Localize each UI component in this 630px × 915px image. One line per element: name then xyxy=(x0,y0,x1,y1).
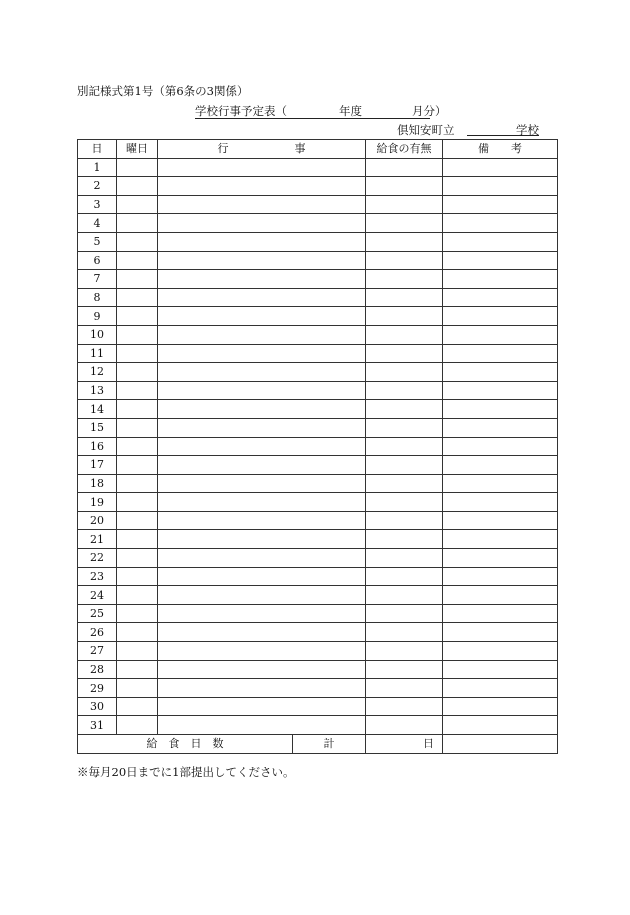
lunch-cell[interactable] xyxy=(366,511,443,530)
lunch-cell[interactable] xyxy=(366,456,443,475)
remarks-cell[interactable] xyxy=(443,325,558,344)
lunch-cell[interactable] xyxy=(366,716,443,735)
weekday-cell[interactable] xyxy=(117,232,158,251)
title-year-label: 年度 xyxy=(339,104,362,118)
table-row xyxy=(78,251,558,270)
day-cell: 3 xyxy=(78,195,117,214)
lunch-cell[interactable] xyxy=(366,697,443,716)
day-cell: 8 xyxy=(78,288,117,307)
lunch-cell[interactable] xyxy=(366,642,443,661)
remarks-cell[interactable] xyxy=(443,195,558,214)
day-cell: 18 xyxy=(78,474,117,493)
day-cell: 13 xyxy=(78,381,117,400)
event-cell[interactable] xyxy=(158,716,366,735)
weekday-cell[interactable] xyxy=(117,418,158,437)
remarks-cell[interactable] xyxy=(443,288,558,307)
remarks-cell[interactable] xyxy=(443,158,558,177)
remarks-cell[interactable] xyxy=(443,363,558,382)
remarks-cell[interactable] xyxy=(443,549,558,568)
day-cell: 29 xyxy=(78,679,117,698)
day-cell: 25 xyxy=(78,604,117,623)
lunch-cell[interactable] xyxy=(366,530,443,549)
remarks-cell[interactable] xyxy=(443,660,558,679)
weekday-cell[interactable] xyxy=(117,716,158,735)
table-row xyxy=(78,177,558,196)
document-title xyxy=(195,103,447,119)
event-cell[interactable] xyxy=(158,456,366,475)
remarks-cell[interactable] xyxy=(443,232,558,251)
weekday-cell[interactable] xyxy=(117,307,158,326)
header-weekday: 曜日 xyxy=(117,140,158,159)
table-row xyxy=(78,679,558,698)
weekday-cell[interactable] xyxy=(117,400,158,419)
submission-note: ※毎月20日までに1部提出してください。 xyxy=(77,765,295,779)
weekday-cell[interactable] xyxy=(117,567,158,586)
day-cell: 4 xyxy=(78,214,117,233)
remarks-cell[interactable] xyxy=(443,437,558,456)
remarks-cell[interactable] xyxy=(443,511,558,530)
table-row xyxy=(78,567,558,586)
school-name-prefix: 倶知安町立 xyxy=(397,123,455,137)
event-cell[interactable] xyxy=(158,251,366,270)
table-row xyxy=(78,158,558,177)
table-row xyxy=(78,456,558,475)
lunch-cell[interactable] xyxy=(366,400,443,419)
day-cell: 15 xyxy=(78,418,117,437)
lunch-cell[interactable] xyxy=(366,418,443,437)
table-row xyxy=(78,195,558,214)
remarks-cell[interactable] xyxy=(443,623,558,642)
day-cell: 21 xyxy=(78,530,117,549)
weekday-cell[interactable] xyxy=(117,456,158,475)
event-cell[interactable] xyxy=(158,288,366,307)
event-cell[interactable] xyxy=(158,307,366,326)
event-cell[interactable] xyxy=(158,344,366,363)
day-cell: 19 xyxy=(78,493,117,512)
lunch-cell[interactable] xyxy=(366,493,443,512)
day-cell: 9 xyxy=(78,307,117,326)
event-cell[interactable] xyxy=(158,493,366,512)
header-day: 日 xyxy=(78,140,117,159)
table-row xyxy=(78,363,558,382)
remarks-cell[interactable] xyxy=(443,604,558,623)
weekday-cell[interactable] xyxy=(117,604,158,623)
lunch-cell[interactable] xyxy=(366,251,443,270)
table-row xyxy=(78,307,558,326)
remarks-cell[interactable] xyxy=(443,307,558,326)
event-cell[interactable] xyxy=(158,400,366,419)
lunch-cell[interactable] xyxy=(366,549,443,568)
day-cell: 6 xyxy=(78,251,117,270)
footer-total-label: 計 xyxy=(293,735,366,754)
weekday-cell[interactable] xyxy=(117,158,158,177)
lunch-cell[interactable] xyxy=(366,660,443,679)
day-cell: 5 xyxy=(78,232,117,251)
weekday-cell[interactable] xyxy=(117,214,158,233)
event-cell[interactable] xyxy=(158,511,366,530)
table-row xyxy=(78,400,558,419)
day-cell: 20 xyxy=(78,511,117,530)
event-cell[interactable] xyxy=(158,195,366,214)
event-cell[interactable] xyxy=(158,697,366,716)
event-cell[interactable] xyxy=(158,418,366,437)
day-cell: 31 xyxy=(78,716,117,735)
event-cell[interactable] xyxy=(158,381,366,400)
day-cell: 16 xyxy=(78,437,117,456)
lunch-cell[interactable] xyxy=(366,158,443,177)
table-row xyxy=(78,418,558,437)
event-cell[interactable] xyxy=(158,660,366,679)
lunch-cell[interactable] xyxy=(366,474,443,493)
day-cell: 30 xyxy=(78,697,117,716)
remarks-cell[interactable] xyxy=(443,697,558,716)
lunch-cell[interactable] xyxy=(366,344,443,363)
weekday-cell[interactable] xyxy=(117,325,158,344)
table-row xyxy=(78,586,558,605)
remarks-cell[interactable] xyxy=(443,400,558,419)
lunch-cell[interactable] xyxy=(366,325,443,344)
table-row xyxy=(78,288,558,307)
weekday-cell[interactable] xyxy=(117,586,158,605)
event-cell[interactable] xyxy=(158,270,366,289)
weekday-cell[interactable] xyxy=(117,493,158,512)
weekday-cell[interactable] xyxy=(117,549,158,568)
header-lunch: 給食の有無 xyxy=(366,140,443,159)
event-cell[interactable] xyxy=(158,530,366,549)
lunch-cell[interactable] xyxy=(366,604,443,623)
lunch-cell[interactable] xyxy=(366,381,443,400)
table-row xyxy=(78,511,558,530)
day-cell: 23 xyxy=(78,567,117,586)
weekday-cell[interactable] xyxy=(117,177,158,196)
school-name-suffix: 学校 xyxy=(516,123,539,137)
remarks-cell[interactable] xyxy=(443,679,558,698)
remarks-cell[interactable] xyxy=(443,381,558,400)
weekday-cell[interactable] xyxy=(117,363,158,382)
event-cell[interactable] xyxy=(158,363,366,382)
weekday-cell[interactable] xyxy=(117,474,158,493)
remarks-cell[interactable] xyxy=(443,418,558,437)
lunch-cell[interactable] xyxy=(366,437,443,456)
event-cell[interactable] xyxy=(158,586,366,605)
footer-lunch-days-label: 給 食 日 数 xyxy=(78,735,293,754)
lunch-cell[interactable] xyxy=(366,177,443,196)
weekday-cell[interactable] xyxy=(117,511,158,530)
lunch-cell[interactable] xyxy=(366,567,443,586)
weekday-cell[interactable] xyxy=(117,344,158,363)
day-cell: 27 xyxy=(78,642,117,661)
footer-blank-cell[interactable] xyxy=(443,735,558,754)
table-row xyxy=(78,270,558,289)
table-row xyxy=(78,530,558,549)
weekday-cell[interactable] xyxy=(117,679,158,698)
remarks-cell[interactable] xyxy=(443,251,558,270)
remarks-cell[interactable] xyxy=(443,716,558,735)
weekday-cell[interactable] xyxy=(117,697,158,716)
header-event: 行 事 xyxy=(158,140,366,159)
event-cell[interactable] xyxy=(158,232,366,251)
remarks-cell[interactable] xyxy=(443,530,558,549)
weekday-cell[interactable] xyxy=(117,437,158,456)
day-cell: 14 xyxy=(78,400,117,419)
day-cell: 2 xyxy=(78,177,117,196)
event-cell[interactable] xyxy=(158,177,366,196)
table-row xyxy=(78,381,558,400)
day-cell: 10 xyxy=(78,325,117,344)
weekday-cell[interactable] xyxy=(117,660,158,679)
footer-row xyxy=(78,735,558,754)
remarks-cell[interactable] xyxy=(443,270,558,289)
lunch-cell[interactable] xyxy=(366,214,443,233)
remarks-cell[interactable] xyxy=(443,344,558,363)
table-row xyxy=(78,716,558,735)
table-row xyxy=(78,493,558,512)
table-row xyxy=(78,437,558,456)
remarks-cell[interactable] xyxy=(443,493,558,512)
header-remarks: 備 考 xyxy=(443,140,558,159)
table-row xyxy=(78,344,558,363)
weekday-cell[interactable] xyxy=(117,381,158,400)
event-cell[interactable] xyxy=(158,567,366,586)
lunch-cell[interactable] xyxy=(366,270,443,289)
event-cell[interactable] xyxy=(158,549,366,568)
lunch-cell[interactable] xyxy=(366,307,443,326)
weekday-cell[interactable] xyxy=(117,530,158,549)
lunch-cell[interactable] xyxy=(366,232,443,251)
lunch-cell[interactable] xyxy=(366,586,443,605)
title-prefix: 学校行事予定表（ xyxy=(195,104,287,118)
day-cell: 26 xyxy=(78,623,117,642)
remarks-cell[interactable] xyxy=(443,586,558,605)
lunch-cell[interactable] xyxy=(366,623,443,642)
table-row xyxy=(78,604,558,623)
event-cell[interactable] xyxy=(158,158,366,177)
table-row xyxy=(78,214,558,233)
event-cell[interactable] xyxy=(158,437,366,456)
table-row xyxy=(78,549,558,568)
table-header-row xyxy=(78,140,558,159)
weekday-cell[interactable] xyxy=(117,623,158,642)
event-cell[interactable] xyxy=(158,679,366,698)
remarks-cell[interactable] xyxy=(443,456,558,475)
weekday-cell[interactable] xyxy=(117,642,158,661)
day-cell: 7 xyxy=(78,270,117,289)
table-row xyxy=(78,660,558,679)
table-row xyxy=(78,325,558,344)
event-cell[interactable] xyxy=(158,325,366,344)
event-cell[interactable] xyxy=(158,214,366,233)
lunch-cell[interactable] xyxy=(366,288,443,307)
table-row xyxy=(78,474,558,493)
table-row xyxy=(78,697,558,716)
weekday-cell[interactable] xyxy=(117,270,158,289)
remarks-cell[interactable] xyxy=(443,642,558,661)
day-cell: 12 xyxy=(78,363,117,382)
remarks-cell[interactable] xyxy=(443,214,558,233)
remarks-cell[interactable] xyxy=(443,567,558,586)
footer-days-unit: 日 xyxy=(366,735,443,754)
day-cell: 17 xyxy=(78,456,117,475)
weekday-cell[interactable] xyxy=(117,195,158,214)
event-cell[interactable] xyxy=(158,623,366,642)
event-cell[interactable] xyxy=(158,642,366,661)
lunch-cell[interactable] xyxy=(366,195,443,214)
weekday-cell[interactable] xyxy=(117,251,158,270)
remarks-cell[interactable] xyxy=(443,474,558,493)
table-row xyxy=(78,642,558,661)
lunch-cell[interactable] xyxy=(366,363,443,382)
remarks-cell[interactable] xyxy=(443,177,558,196)
table-row xyxy=(78,232,558,251)
day-cell: 24 xyxy=(78,586,117,605)
day-cell: 22 xyxy=(78,549,117,568)
weekday-cell[interactable] xyxy=(117,288,158,307)
day-cell: 28 xyxy=(78,660,117,679)
table-row xyxy=(78,623,558,642)
event-cell[interactable] xyxy=(158,474,366,493)
schedule-table xyxy=(77,139,558,754)
day-cell: 1 xyxy=(78,158,117,177)
lunch-cell[interactable] xyxy=(366,679,443,698)
form-number: 別記様式第1号（第6条の3関係） xyxy=(77,84,249,98)
title-month-label: 月分） xyxy=(412,104,447,118)
title-underline xyxy=(195,118,430,119)
event-cell[interactable] xyxy=(158,604,366,623)
day-cell: 11 xyxy=(78,344,117,363)
